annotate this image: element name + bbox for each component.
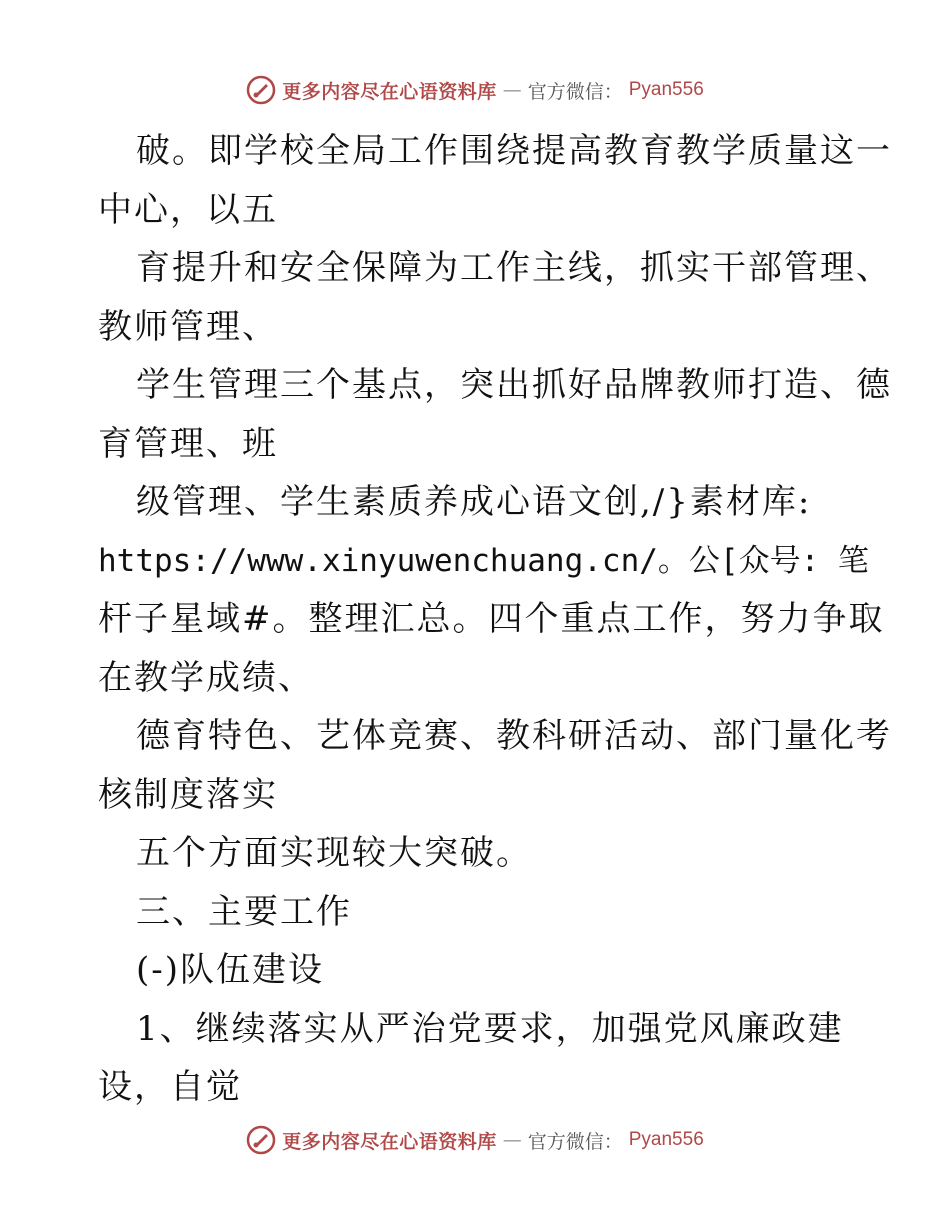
text-line: 杆子星域#。整理汇总。四个重点工作，努力争取 xyxy=(98,599,885,639)
subsection-heading: (-)队伍建设 xyxy=(136,950,325,990)
text-line: 育管理、班 xyxy=(98,423,278,464)
banner-text: 更多内容尽在心语资料库 xyxy=(282,80,497,103)
text-line: 五个方面实现较大突破。 xyxy=(136,833,532,873)
text-line: 中心，以五 xyxy=(98,189,278,230)
banner-wechat-id: Pyan556 xyxy=(628,1129,704,1150)
banner-dash: — xyxy=(502,1129,522,1151)
document-body xyxy=(98,122,892,1117)
banner-dash: — xyxy=(502,79,522,101)
banner-wechat-id: Pyan556 xyxy=(628,79,704,100)
text-line: 级管理、学生素质养成心语文创,/}素材库: xyxy=(136,482,812,522)
logo-icon xyxy=(246,75,276,105)
text-line: 学生管理三个基点，突出抓好品牌教师打造、德 xyxy=(136,365,892,405)
banner-label: 官方微信： xyxy=(527,1130,623,1153)
text-line: 破。即学校全局工作围绕提高教育教学质量这一 xyxy=(136,131,892,171)
text-line: 教师管理、 xyxy=(98,306,278,347)
text-line: 育提升和安全保障为工作主线，抓实干部管理、 xyxy=(136,248,892,288)
banner-text: 更多内容尽在心语资料库 xyxy=(282,1130,497,1153)
text-line: 1、继续落实从严治党要求，加强党风廉政建 xyxy=(136,1008,844,1049)
text-line: 德育特色、艺体竞赛、教科研活动、部门量化考 xyxy=(136,716,892,756)
footer-banner xyxy=(0,1122,950,1158)
text-line: 在教学成绩、 xyxy=(98,657,314,698)
text-line: 设，自觉 xyxy=(98,1067,242,1107)
text-line: https://www.xinyuwenchuang.cn/。公[众号: 笔 xyxy=(98,542,869,579)
logo-icon xyxy=(246,1125,276,1155)
header-banner xyxy=(0,72,950,108)
text-line: 核制度落实 xyxy=(98,774,278,815)
section-heading: 三、主要工作 xyxy=(136,891,352,932)
banner-label: 官方微信： xyxy=(527,80,623,103)
